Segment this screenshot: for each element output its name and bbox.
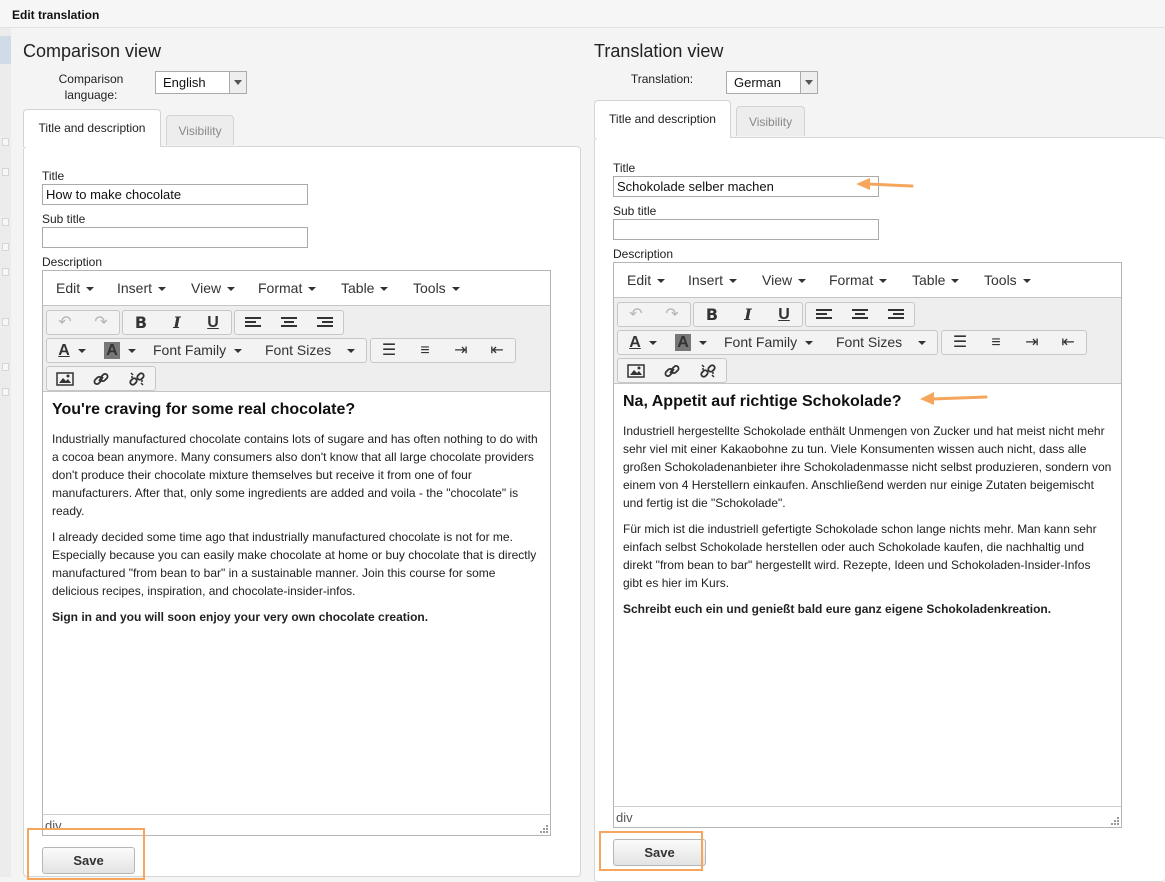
editor-content[interactable] (614, 385, 1121, 805)
font-sizes-dropdown[interactable]: Font Sizes (265, 339, 355, 362)
bullet-list-icon[interactable]: ☰ (952, 334, 968, 351)
caret-down-icon (951, 279, 959, 283)
image-icon[interactable] (618, 359, 654, 382)
align-right-icon[interactable] (307, 311, 343, 334)
content-heading: Na, Appetit auf richtige Schokolade? (623, 393, 902, 410)
editor-toolbar (43, 305, 550, 392)
caret-down-icon (227, 287, 235, 291)
comparison-language-label: Comparison language: (58, 72, 124, 102)
tab-title-and-description[interactable]: Title and description (594, 100, 731, 138)
align-left-icon[interactable] (806, 303, 842, 326)
menu-tools[interactable]: Tools (413, 280, 460, 296)
subtitle-label: Sub title (42, 212, 86, 226)
comparison-view-title: Comparison view (23, 41, 162, 61)
menu-format[interactable]: Format (258, 280, 316, 296)
indent-icon[interactable]: ⇥ (1025, 334, 1039, 351)
background-strip (0, 28, 11, 877)
outdent-icon[interactable]: ⇤ (490, 342, 504, 359)
menu-edit[interactable]: Edit (56, 280, 94, 296)
content-paragraph: I already decided some time ago that industrially manufactured chocolate is not for me. Especially because you can easily make chocolate at home or buy chocolate that is directly manufactured "from bean to bar" in a sustainable manner. Join this course for some delicious recipes, inspiration, and chocolate-insider-infos. (52, 530, 537, 598)
bullet-list-icon[interactable]: ☰ (381, 342, 397, 359)
editor-statusbar (614, 806, 1121, 827)
content-paragraph: Industrially manufactured chocolate contains lots of sugare and has often nothing to do with a cocoa bean anymore. Many consumers also don't know that all large chocolate providers don't produce their chocolate mixture themselves but receive it from one of four manufacturers. After that, only some ingredients are added and voila - the "chocolate" is ready. (52, 432, 538, 518)
link-icon[interactable] (83, 367, 119, 390)
caret-down-icon (657, 279, 665, 283)
font-sizes-dropdown[interactable]: Font Sizes (836, 331, 926, 354)
comparison-title-input[interactable]: How to make chocolate (42, 184, 308, 205)
comparison-view (11, 28, 581, 877)
caret-down-icon (798, 279, 806, 283)
unlink-icon[interactable] (119, 367, 155, 390)
text-color-icon[interactable]: A (49, 339, 95, 362)
translation-title-input[interactable]: Schokolade selber machen (613, 176, 879, 197)
undo-icon[interactable]: ↶ (629, 306, 643, 323)
comparison-language-value: English (163, 75, 206, 90)
translation-save-button[interactable]: Save (613, 839, 706, 866)
element-path: div (616, 810, 633, 825)
bold-icon[interactable]: B (705, 305, 719, 324)
dialog-title: Edit translation (0, 0, 1165, 28)
bold-icon[interactable]: B (134, 313, 148, 332)
redo-icon[interactable]: ↷ (665, 306, 679, 323)
chevron-down-icon (800, 72, 817, 93)
description-label: Description (613, 247, 674, 261)
comparison-rich-text-editor (42, 270, 551, 836)
editor-toolbar (614, 297, 1121, 384)
menu-edit[interactable]: Edit (627, 272, 665, 288)
image-icon[interactable] (47, 367, 83, 390)
background-color-icon[interactable]: A (97, 339, 143, 362)
background-color-icon[interactable]: A (668, 331, 714, 354)
resize-handle-icon[interactable] (1110, 816, 1119, 825)
align-center-icon[interactable] (842, 303, 878, 326)
editor-menubar (614, 263, 1121, 297)
comparison-language-select[interactable] (155, 71, 247, 94)
caret-down-icon (729, 279, 737, 283)
tab-visibility[interactable]: Visibility (166, 115, 234, 145)
chevron-down-icon (229, 72, 246, 93)
font-family-dropdown[interactable]: Font Family (724, 331, 813, 354)
resize-handle-icon[interactable] (539, 824, 548, 833)
caret-down-icon (879, 279, 887, 283)
annotation-arrow-icon (854, 176, 914, 192)
content-heading: You're craving for some real chocolate? (52, 401, 356, 418)
translation-view (582, 28, 1165, 877)
underline-icon[interactable]: U (778, 306, 790, 323)
translation-view-title: Translation view (594, 41, 724, 61)
menu-insert[interactable]: Insert (117, 280, 166, 296)
tab-title-and-description[interactable]: Title and description (23, 109, 161, 147)
menu-format[interactable]: Format (829, 272, 887, 288)
caret-down-icon (158, 287, 166, 291)
align-center-icon[interactable] (271, 311, 307, 334)
element-path: div (45, 818, 62, 833)
menu-table[interactable]: Table (341, 280, 388, 296)
menu-insert[interactable]: Insert (688, 272, 737, 288)
annotation-arrow-icon (918, 390, 988, 406)
subtitle-label: Sub title (613, 204, 657, 218)
indent-icon[interactable]: ⇥ (454, 342, 468, 359)
italic-icon[interactable]: I (744, 305, 752, 324)
comparison-subtitle-input[interactable] (42, 227, 308, 248)
highlight-annotation (27, 828, 145, 880)
translation-language-value: German (734, 75, 781, 90)
caret-down-icon (452, 287, 460, 291)
numbered-list-icon[interactable]: ≡ (991, 334, 1001, 351)
underline-icon[interactable]: U (207, 314, 219, 331)
italic-icon[interactable]: I (173, 313, 181, 332)
menu-view[interactable]: View (762, 272, 806, 288)
align-left-icon[interactable] (235, 311, 271, 334)
editor-content[interactable] (43, 393, 550, 813)
background-page-fragment (0, 36, 11, 64)
tab-visibility[interactable]: Visibility (736, 106, 805, 136)
content-paragraph: Industriell hergestellte Schokolade enthält Unmengen von Zucker und hat meist nicht mehr sehr viel mit einer Kakaobohne zu tun. Viele Konsumenten wissen auch nicht, dass alle großen Schokoladenanbieter ihre Schokoladenmasse nicht selbst produzieren, sondern von einem von 4 Herstellern einkaufen. Anschließend werden nur einige Zutaten beigemischt und fertig ist die "Schokolade". (623, 424, 1112, 510)
align-right-icon[interactable] (878, 303, 914, 326)
translation-subtitle-input[interactable] (613, 219, 879, 240)
editor-menubar (43, 271, 550, 305)
highlight-annotation (599, 831, 703, 871)
title-label: Title (42, 169, 65, 183)
content-closing: Sign in and you will soon enjoy your very own chocolate creation. (52, 610, 429, 624)
text-color-icon[interactable]: A (620, 331, 666, 354)
menu-view[interactable]: View (191, 280, 235, 296)
undo-icon[interactable]: ↶ (58, 314, 72, 331)
caret-down-icon (1023, 279, 1031, 283)
translation-panel (594, 137, 1165, 882)
comparison-save-button[interactable]: Save (42, 847, 135, 874)
caret-down-icon (86, 287, 94, 291)
link-icon[interactable] (654, 359, 690, 382)
translation-language-label: Translation: (630, 72, 694, 86)
title-label: Title (613, 161, 636, 175)
outdent-icon[interactable]: ⇤ (1061, 334, 1075, 351)
comparison-panel (23, 146, 581, 877)
content-paragraph: Für mich ist die industriell gefertigte Schokolade schon lange nichts mehr. Man kann sehr einfach selbst Schokolade herstellen oder auch Schokolade kaufen, die nachhaltig und direkt "from bean to bar" hergestellt wird. Rezepte, Ideen und Schokoladen-Insider-Infos gibt es hier im Kurs. (623, 522, 1097, 590)
translation-language-select[interactable] (726, 71, 818, 94)
description-label: Description (42, 255, 103, 269)
menu-tools[interactable]: Tools (984, 272, 1031, 288)
caret-down-icon (380, 287, 388, 291)
font-family-dropdown[interactable]: Font Family (153, 339, 242, 362)
numbered-list-icon[interactable]: ≡ (420, 342, 430, 359)
translation-rich-text-editor (613, 262, 1122, 828)
unlink-icon[interactable] (690, 359, 726, 382)
menu-table[interactable]: Table (912, 272, 959, 288)
redo-icon[interactable]: ↷ (94, 314, 108, 331)
content-closing: Schreibt euch ein und genießt bald eure ganz eigene Schokoladenkreation. (623, 602, 1052, 616)
caret-down-icon (308, 287, 316, 291)
